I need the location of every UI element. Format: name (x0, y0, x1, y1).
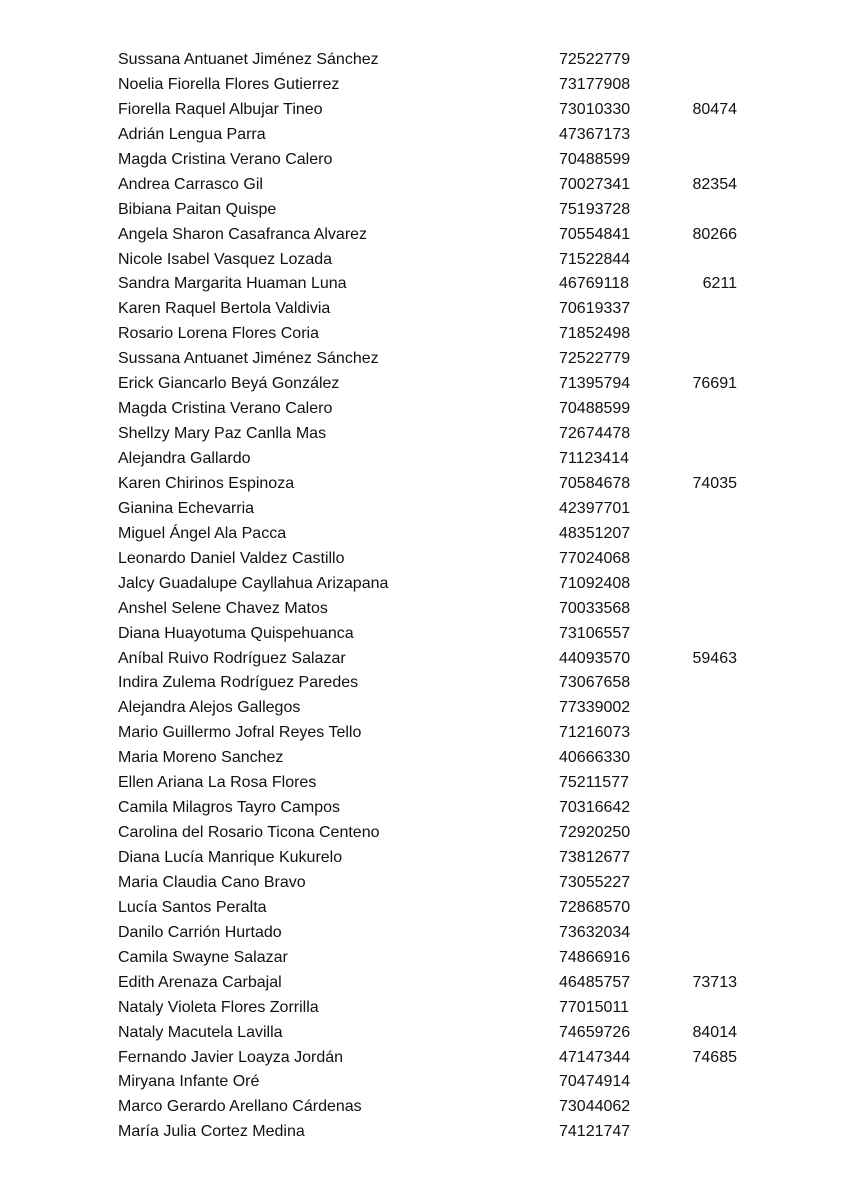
list-row (0, 896, 863, 921)
person-name: Karen Raquel Bertola Valdivia (118, 300, 331, 318)
code-number: 82354 (692, 175, 737, 193)
id-number: 70488599 (559, 150, 631, 168)
list-row (0, 622, 863, 647)
id-number: 71092408 (559, 574, 631, 592)
id-number: 73177908 (559, 75, 631, 93)
person-name: Diana Huayotuma Quispehuanca (118, 624, 354, 642)
code-number: 84014 (692, 1023, 737, 1041)
person-name: Shellzy Mary Paz Canlla Mas (118, 425, 327, 443)
id-number: 73067658 (559, 674, 631, 692)
person-name: Nicole Isabel Vasquez Lozada (118, 250, 333, 268)
list-row (0, 397, 863, 422)
person-name: Andrea Carrasco Gil (118, 175, 263, 193)
id-number: 71216073 (559, 724, 631, 742)
list-row (0, 272, 863, 297)
id-number: 48351207 (559, 524, 631, 542)
code-number: 80474 (692, 100, 737, 118)
person-name: Leonardo Daniel Valdez Castillo (118, 549, 345, 567)
person-name: Jalcy Guadalupe Cayllahua Arizapana (118, 574, 389, 592)
person-name: Anshel Selene Chavez Matos (118, 599, 328, 617)
list-row (0, 696, 863, 721)
person-name: Nataly Macutela Lavilla (118, 1023, 283, 1041)
person-name: Danilo Carrión Hurtado (118, 923, 282, 941)
person-name: Camila Swayne Salazar (118, 948, 288, 966)
person-name: Alejandra Alejos Gallegos (118, 699, 301, 717)
person-name: Erick Giancarlo Beyá González (118, 375, 340, 393)
person-name: Edith Arenaza Carbajal (118, 973, 282, 991)
person-name: Sussana Antuanet Jiménez Sánchez (118, 350, 379, 368)
id-number: 70033568 (559, 599, 631, 617)
list-row (0, 472, 863, 497)
id-number: 73106557 (559, 624, 631, 642)
person-name: Bibiana Paitan Quispe (118, 200, 277, 218)
person-name: Carolina del Rosario Ticona Centeno (118, 824, 380, 842)
list-row (0, 198, 863, 223)
id-number: 73055227 (559, 873, 631, 891)
id-number: 70554841 (559, 225, 631, 243)
person-name: Gianina Echevarria (118, 499, 255, 517)
list-row (0, 322, 863, 347)
list-row (0, 223, 863, 248)
id-number: 72674478 (559, 425, 631, 443)
list-row (0, 1021, 863, 1046)
list-row (0, 971, 863, 996)
person-name: Diana Lucía Manrique Kukurelo (118, 849, 343, 866)
id-number: 73812677 (559, 849, 631, 866)
code-number: 76691 (692, 375, 737, 393)
list-row (0, 347, 863, 372)
id-number: 77015011 (559, 998, 629, 1016)
person-name: Sandra Margarita Huaman Luna (118, 275, 347, 293)
list-row (0, 846, 863, 871)
list-row (0, 771, 863, 796)
list-row (0, 746, 863, 771)
list-row (0, 98, 863, 123)
person-name: Maria Claudia Cano Bravo (118, 873, 306, 891)
id-number: 74659726 (559, 1023, 631, 1041)
list-row (0, 647, 863, 672)
id-number: 42397701 (559, 499, 631, 517)
id-number: 44093570 (559, 649, 631, 667)
id-number: 70316642 (559, 799, 631, 817)
id-number: 47147344 (559, 1048, 631, 1066)
id-number: 73010330 (559, 100, 631, 118)
id-number: 71522844 (559, 250, 631, 268)
list-row (0, 946, 863, 971)
id-number: 70488599 (559, 400, 631, 418)
list-row (0, 721, 863, 746)
id-number: 72522779 (559, 51, 631, 68)
list-row (0, 422, 863, 447)
list-row (0, 522, 863, 547)
list-row (0, 996, 863, 1021)
list-row (0, 248, 863, 273)
id-number: 47367173 (559, 125, 631, 143)
list-row (0, 173, 863, 198)
id-number: 71123414 (559, 450, 629, 467)
person-name: Nataly Violeta Flores Zorrilla (118, 998, 319, 1016)
list-row (0, 447, 863, 472)
list-row (0, 1070, 863, 1095)
list-row (0, 123, 863, 148)
code-number: 6211 (702, 275, 737, 293)
id-number: 70027341 (559, 175, 631, 193)
list-row (0, 1120, 863, 1145)
id-number: 75211577 (559, 774, 629, 792)
code-number: 74685 (692, 1048, 737, 1066)
person-name: Fiorella Raquel Albujar Tineo (118, 100, 323, 118)
name-list (0, 48, 863, 1145)
person-name: Ellen Ariana La Rosa Flores (118, 774, 317, 792)
id-number: 71395794 (559, 375, 631, 393)
code-number: 73713 (692, 973, 737, 991)
person-name: Alejandra Gallardo (118, 450, 251, 467)
id-number: 72522779 (559, 350, 631, 368)
person-name: Indira Zulema Rodríguez Paredes (118, 674, 359, 692)
id-number: 73632034 (559, 923, 631, 941)
list-row (0, 297, 863, 322)
id-number: 77339002 (559, 699, 631, 717)
code-number: 74035 (692, 474, 737, 492)
list-row (0, 597, 863, 622)
code-number: 59463 (692, 649, 737, 667)
person-name: Angela Sharon Casafranca Alvarez (118, 225, 368, 243)
list-row (0, 1095, 863, 1120)
id-number: 77024068 (559, 549, 631, 567)
id-number: 70584678 (559, 474, 631, 492)
id-number: 40666330 (559, 749, 631, 767)
person-name: María Julia Cortez Medina (118, 1123, 305, 1141)
person-name: Karen Chirinos Espinoza (118, 474, 295, 492)
person-name: Lucía Santos Peralta (118, 898, 267, 916)
id-number: 74866916 (559, 948, 631, 966)
list-row (0, 871, 863, 896)
person-name: Sussana Antuanet Jiménez Sánchez (118, 51, 379, 68)
id-number: 71852498 (559, 325, 631, 343)
person-name: Camila Milagros Tayro Campos (118, 799, 340, 817)
person-name: Maria Moreno Sanchez (118, 749, 284, 767)
id-number: 73044062 (559, 1098, 631, 1116)
id-number: 72920250 (559, 824, 631, 842)
person-name: Miguel Ángel Ala Pacca (118, 524, 287, 542)
id-number: 72868570 (559, 898, 631, 916)
list-row (0, 572, 863, 597)
person-name: Miryana Infante Oré (118, 1073, 260, 1091)
id-number: 70474914 (559, 1073, 631, 1091)
list-row (0, 497, 863, 522)
person-name: Fernando Javier Loayza Jordán (118, 1048, 344, 1066)
list-row (0, 671, 863, 696)
id-number: 74121747 (559, 1123, 631, 1141)
person-name: Marco Gerardo Arellano Cárdenas (118, 1098, 362, 1116)
person-name: Magda Cristina Verano Calero (118, 150, 333, 168)
id-number: 75193728 (559, 200, 631, 218)
person-name: Mario Guillermo Jofral Reyes Tello (118, 724, 362, 742)
list-row (0, 372, 863, 397)
list-row (0, 921, 863, 946)
id-number: 70619337 (559, 300, 631, 318)
list-row (0, 148, 863, 173)
person-name: Rosario Lorena Flores Coria (118, 325, 319, 343)
list-row (0, 547, 863, 572)
person-name: Magda Cristina Verano Calero (118, 400, 333, 418)
person-name: Adrián Lengua Parra (118, 125, 266, 143)
list-row (0, 48, 863, 73)
person-name: Noelia Fiorella Flores Gutierrez (118, 75, 340, 93)
person-name: Aníbal Ruivo Rodríguez Salazar (118, 649, 346, 667)
list-row (0, 73, 863, 98)
id-number: 46769118 (559, 275, 629, 293)
list-row (0, 1046, 863, 1071)
code-number: 80266 (692, 225, 737, 243)
id-number: 46485757 (559, 973, 631, 991)
list-row (0, 796, 863, 821)
list-row (0, 821, 863, 846)
